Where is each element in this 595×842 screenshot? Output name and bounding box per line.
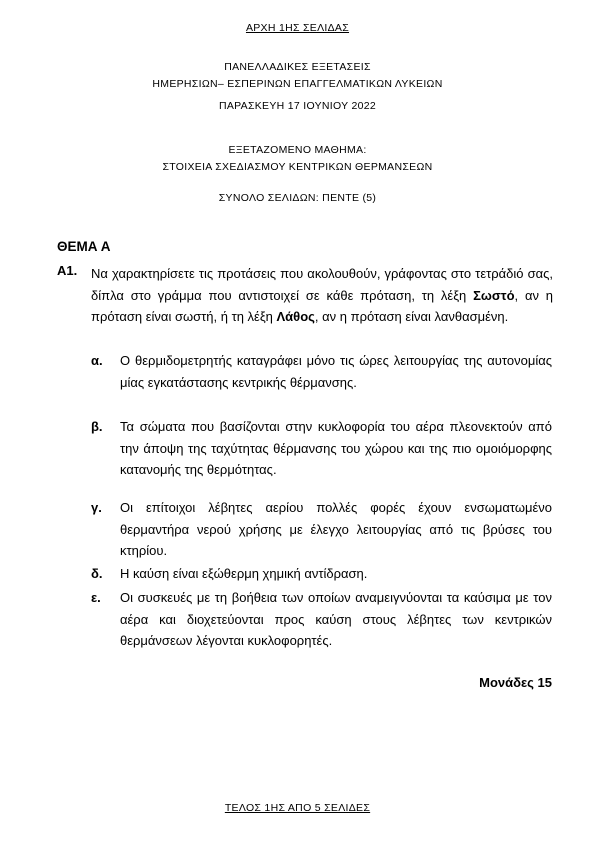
question-text-part-1: Να χαρακτηρίσετε τις προτάσεις που ακολουθούν, γράφοντας στο τετράδιό σας, δίπλα στο γράμμα που αντιστοιχεί σε κάθε πρόταση, τη λέξη — [91, 266, 553, 303]
total-pages: ΣΥΝΟΛΟ ΣΕΛΙΔΩΝ: ΠΕΝΤΕ (5) — [218, 192, 377, 204]
statement-label: γ. — [91, 500, 102, 515]
page-start-header: ΑΡΧΗ 1ΗΣ ΣΕΛΙΔΑΣ — [245, 22, 350, 34]
exam-date: ΠΑΡΑΣΚΕΥΗ 17 ΙΟΥΝΙΟΥ 2022 — [218, 100, 377, 112]
question-text — [91, 263, 553, 328]
statement-text: Η καύση είναι εξώθερμη χημική αντίδραση. — [120, 566, 368, 581]
statement-label: α. — [91, 353, 103, 368]
topic-heading: ΘΕΜΑ Α — [57, 239, 111, 254]
score-label: Μονάδες 15 — [479, 675, 552, 690]
question-text-part-2: , αν η πρόταση είναι σωστή, ή τη λέξη — [91, 287, 554, 324]
statement-label: δ. — [91, 566, 103, 581]
statement-text: Οι συσκευές με τη βοήθεια των οποίων αναμειγνύονται τα καύσιμα με τον αέρα και διοχετεύονται προς καύση στους λέβητες των κεντρικών θερμάνσεων λέγονται κυκλοφορητές. — [120, 590, 552, 648]
statement-text: Ο θερμιδομετρητής καταγράφει μόνο τις ώρες λειτουργίας της αυτονομίας μίας εγκατάστασης κεντρικής θέρμανσης. — [120, 353, 552, 390]
subject-title: ΣΤΟΙΧΕΙΑ ΣΧΕΔΙΑΣΜΟΥ ΚΕΝΤΡΙΚΩΝ ΘΕΡΜΑΝΣΕΩΝ — [162, 161, 433, 173]
word-wrong: Λάθος — [276, 309, 315, 324]
subject-label: ΕΞΕΤΑΖΟΜΕΝΟ ΜΑΘΗΜΑ: — [228, 144, 367, 156]
question-text-part-3: , αν η πρόταση είναι λανθασμένη. — [314, 309, 509, 324]
statement-text: Τα σώματα που βασίζονται στην κυκλοφορία του αέρα πλεονεκτούν από την άποψη της ταχύτητας θέρμανσης του χώρου και της πιο ομοιόμορφης κατανομής της θερμότητας. — [120, 419, 552, 477]
word-correct: Σωστό — [473, 287, 515, 303]
statement-label: β. — [91, 419, 103, 434]
exams-title: ΠΑΝΕΛΛΑΔΙΚΕΣ ΕΞΕΤΑΣΕΙΣ — [224, 61, 371, 73]
statement-label: ε. — [91, 590, 101, 605]
page-end-footer: ΤΕΛΟΣ 1ΗΣ ΑΠΟ 5 ΣΕΛΙΔΕΣ — [224, 802, 371, 814]
schools-title: ΗΜΕΡΗΣΙΩΝ– ΕΣΠΕΡΙΝΩΝ ΕΠΑΓΓΕΛΜΑΤΙΚΩΝ ΛΥΚΕΙΩΝ — [152, 78, 443, 90]
statement-text: Οι επίτοιχοι λέβητες αερίου πολλές φορές έχουν ενσωματωμένο θερμαντήρα νερού χρήσης με έλεγχο λειτουργίας από τις βρύσες του κτηρίου. — [120, 500, 552, 558]
question-number: Α1. — [57, 263, 78, 278]
